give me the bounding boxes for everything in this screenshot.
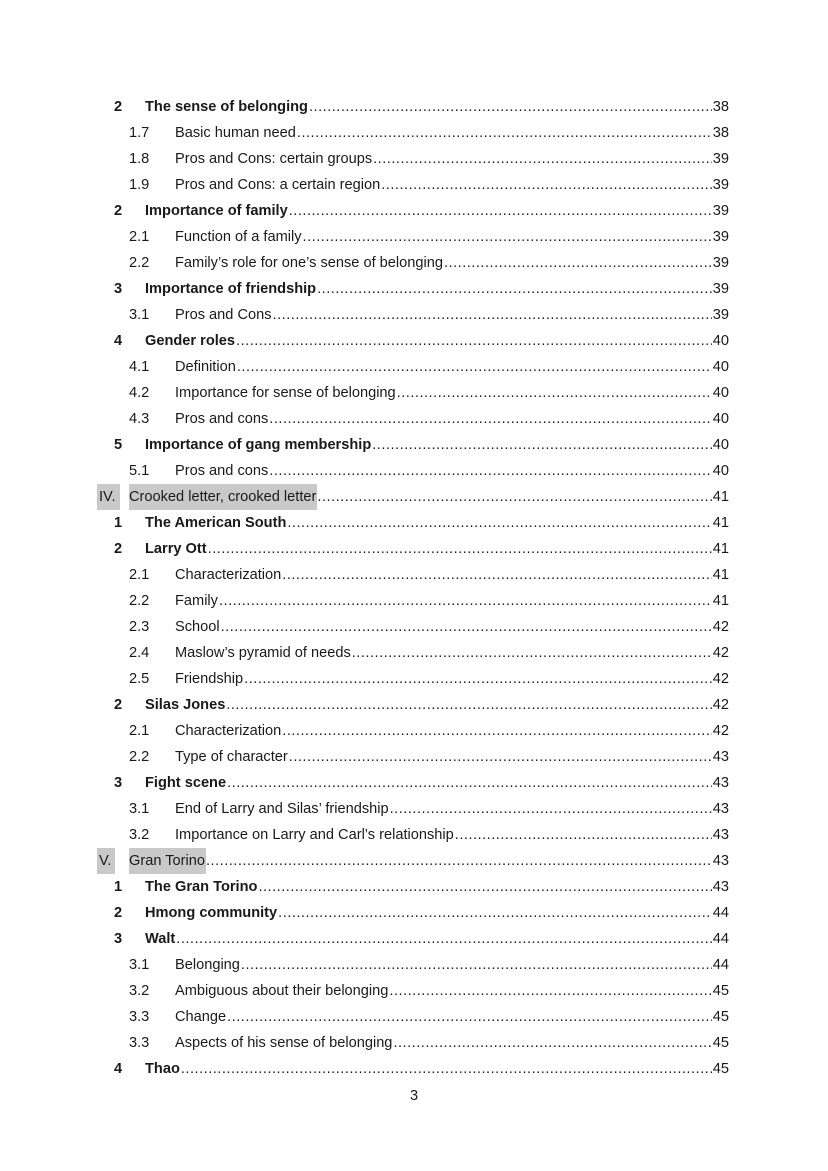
toc-entry[interactable] xyxy=(0,926,828,952)
toc-entry-page: 44 xyxy=(712,931,729,947)
toc-entry-leader xyxy=(145,692,729,718)
toc-entry-leader xyxy=(175,406,729,432)
toc-entry-title: End of Larry and Silas’ friendship xyxy=(175,801,389,817)
toc-entry[interactable] xyxy=(0,796,828,822)
toc-entry-title: Family’s role for one’s sense of belonging xyxy=(175,255,443,271)
toc-entry-number: 2.2 xyxy=(129,255,150,271)
toc-entry-leader xyxy=(145,94,729,120)
toc-entry[interactable] xyxy=(0,250,828,276)
toc-entry[interactable] xyxy=(0,718,828,744)
toc-entry-number: 2 xyxy=(114,541,123,557)
toc-entry-page: 39 xyxy=(712,203,729,219)
toc-entry[interactable] xyxy=(0,1056,828,1082)
toc-entry[interactable] xyxy=(0,666,828,692)
toc-entry[interactable] xyxy=(0,484,828,510)
toc-entry-leader xyxy=(145,276,729,302)
toc-entry-title: Importance on Larry and Carl’s relationship xyxy=(175,827,454,843)
toc-entry-title: Pros and Cons: a certain region xyxy=(175,177,381,193)
toc-entry-title: Importance of gang membership xyxy=(145,437,372,453)
toc-entry-title: Characterization xyxy=(175,723,282,739)
toc-entry-page: 44 xyxy=(712,957,729,973)
toc-entry-number: 4 xyxy=(114,333,123,349)
toc-entry-leader xyxy=(175,250,729,276)
toc-entry-number: 2.1 xyxy=(129,229,150,245)
toc-entry[interactable] xyxy=(0,614,828,640)
toc-entry[interactable] xyxy=(0,354,828,380)
toc-entry-leader xyxy=(175,562,729,588)
toc-dot-leader xyxy=(258,874,711,900)
toc-entry-number: 4 xyxy=(114,1061,123,1077)
toc-entry-page: 40 xyxy=(712,385,729,401)
toc-dot-leader xyxy=(397,380,712,406)
toc-entry-leader xyxy=(175,302,729,328)
toc-entry-leader xyxy=(175,120,729,146)
toc-entry-number: 2.3 xyxy=(129,619,150,635)
toc-entry-leader xyxy=(175,1004,729,1030)
toc-entry-number: 3.1 xyxy=(129,957,150,973)
toc-entry-title: Larry Ott xyxy=(145,541,207,557)
toc-entry[interactable] xyxy=(0,406,828,432)
toc-entry[interactable] xyxy=(0,536,828,562)
toc-entry-title: Friendship xyxy=(175,671,244,687)
toc-entry-number: 1.7 xyxy=(129,125,150,141)
toc-entry[interactable] xyxy=(0,380,828,406)
toc-entry-number: 5 xyxy=(114,437,123,453)
toc-entry-page: 42 xyxy=(712,723,729,739)
toc-entry-number: V. xyxy=(97,848,115,874)
toc-entry[interactable] xyxy=(0,1030,828,1056)
toc-entry-leader xyxy=(129,484,729,510)
toc-dot-leader xyxy=(236,328,712,354)
toc-entry-number: 1 xyxy=(114,879,123,895)
toc-entry-title: Crooked letter, crooked letter xyxy=(129,484,317,510)
toc-entry-leader xyxy=(145,926,729,952)
toc-dot-leader xyxy=(226,692,711,718)
toc-entry-title: Thao xyxy=(145,1061,180,1077)
toc-dot-leader xyxy=(219,588,712,614)
toc-entry-page: 41 xyxy=(712,515,729,531)
toc-entry-leader xyxy=(145,510,729,536)
toc-entry[interactable] xyxy=(0,952,828,978)
toc-entry-title: Pros and cons xyxy=(175,463,269,479)
toc-entry[interactable] xyxy=(0,146,828,172)
toc-entry-page: 38 xyxy=(712,125,729,141)
toc-entry-page: 40 xyxy=(712,333,729,349)
toc-entry[interactable] xyxy=(0,874,828,900)
toc-dot-leader xyxy=(269,406,711,432)
toc-entry[interactable] xyxy=(0,328,828,354)
toc-entry-page: 42 xyxy=(712,697,729,713)
toc-dot-leader xyxy=(273,302,712,328)
toc-entry[interactable] xyxy=(0,458,828,484)
toc-entry[interactable] xyxy=(0,848,828,874)
toc-entry-number: 3 xyxy=(114,775,123,791)
toc-dot-leader xyxy=(282,718,712,744)
toc-entry[interactable] xyxy=(0,276,828,302)
toc-entry-leader xyxy=(145,198,729,224)
toc-entry-leader xyxy=(129,848,729,874)
toc-dot-leader xyxy=(455,822,712,848)
toc-entry[interactable] xyxy=(0,224,828,250)
toc-entry-page: 44 xyxy=(712,905,729,921)
toc-dot-leader xyxy=(208,536,712,562)
toc-entry-leader xyxy=(175,614,729,640)
toc-entry-page: 40 xyxy=(712,437,729,453)
toc-entry-number: 5.1 xyxy=(129,463,150,479)
toc-entry-leader xyxy=(175,458,729,484)
toc-entry-page: 41 xyxy=(712,541,729,557)
toc-dot-leader xyxy=(317,276,712,302)
toc-dot-leader xyxy=(303,224,712,250)
toc-entry-leader xyxy=(145,874,729,900)
toc-entry-number: 2.2 xyxy=(129,749,150,765)
toc-entry-page: 41 xyxy=(712,489,729,505)
toc-entry-page: 39 xyxy=(712,151,729,167)
toc-entry-leader xyxy=(145,770,729,796)
toc-entry-leader xyxy=(175,822,729,848)
toc-dot-leader xyxy=(309,94,712,120)
toc-entry-leader xyxy=(145,328,729,354)
toc-entry-number: 1.9 xyxy=(129,177,150,193)
toc-entry-number: 2.2 xyxy=(129,593,150,609)
toc-entry-title: Walt xyxy=(145,931,176,947)
toc-dot-leader xyxy=(297,120,712,146)
toc-entry-page: 43 xyxy=(712,749,729,765)
toc-entry-page: 42 xyxy=(712,671,729,687)
toc-entry-title: Fight scene xyxy=(145,775,227,791)
toc-entry-title: Aspects of his sense of belonging xyxy=(175,1035,393,1051)
toc-entry-page: 45 xyxy=(712,1035,729,1051)
toc-entry-number: 3 xyxy=(114,281,123,297)
toc-entry-leader xyxy=(175,380,729,406)
toc-entry-number: IV. xyxy=(97,484,120,510)
toc-entry-number: 1.8 xyxy=(129,151,150,167)
toc-entry-page: 39 xyxy=(712,177,729,193)
toc-entry-page: 45 xyxy=(712,1061,729,1077)
toc-entry-page: 42 xyxy=(712,645,729,661)
toc-entry-title: Basic human need xyxy=(175,125,296,141)
toc-dot-leader xyxy=(287,510,711,536)
toc-entry-leader xyxy=(175,796,729,822)
toc-dot-leader xyxy=(352,640,712,666)
toc-entry-title: Gran Torino xyxy=(129,848,206,874)
toc-entry[interactable] xyxy=(0,562,828,588)
toc-entry-page: 43 xyxy=(712,853,729,869)
toc-entry-page: 39 xyxy=(712,307,729,323)
toc-entry-title: Family xyxy=(175,593,218,609)
toc-entry-leader xyxy=(175,1030,729,1056)
toc-entry-leader xyxy=(175,744,729,770)
toc-dot-leader xyxy=(227,1004,712,1030)
toc-entry[interactable] xyxy=(0,94,828,120)
toc-entry-title: Type of character xyxy=(175,749,288,765)
toc-entry[interactable] xyxy=(0,1004,828,1030)
toc-entry[interactable] xyxy=(0,172,828,198)
toc-dot-leader xyxy=(390,796,712,822)
toc-entry-title: Importance for sense of belonging xyxy=(175,385,396,401)
toc-entry-title: Change xyxy=(175,1009,227,1025)
toc-dot-leader xyxy=(227,770,712,796)
toc-entry[interactable] xyxy=(0,588,828,614)
toc-entry-number: 2 xyxy=(114,905,123,921)
toc-dot-leader xyxy=(244,666,712,692)
toc-entry-number: 4.3 xyxy=(129,411,150,427)
toc-entry-number: 3.1 xyxy=(129,307,150,323)
toc-dot-leader xyxy=(282,562,712,588)
toc-dot-leader xyxy=(317,484,711,510)
toc-entry-leader xyxy=(175,588,729,614)
toc-entry-leader xyxy=(175,666,729,692)
toc-entry[interactable] xyxy=(0,900,828,926)
toc-entry-leader xyxy=(175,640,729,666)
toc-entry-title: Pros and cons xyxy=(175,411,269,427)
toc-dot-leader xyxy=(206,848,712,874)
toc-entry-leader xyxy=(175,224,729,250)
toc-entry-number: 2 xyxy=(114,697,123,713)
toc-entry[interactable] xyxy=(0,302,828,328)
toc-entry-title: Pros and Cons: certain groups xyxy=(175,151,373,167)
toc-entry-title: Characterization xyxy=(175,567,282,583)
toc-entry[interactable] xyxy=(0,692,828,718)
toc-entry-title: Belonging xyxy=(175,957,240,973)
toc-entry-number: 3.3 xyxy=(129,1035,150,1051)
toc-entry-page: 39 xyxy=(712,229,729,245)
toc-entry-number: 2.4 xyxy=(129,645,150,661)
toc-entry-number: 1 xyxy=(114,515,123,531)
toc-entry-title: The American South xyxy=(145,515,287,531)
page-number: 3 xyxy=(409,1088,419,1104)
toc-entry-number: 3.2 xyxy=(129,983,150,999)
toc-dot-leader xyxy=(221,614,712,640)
toc-entry-leader xyxy=(175,172,729,198)
toc-entry-leader xyxy=(145,432,729,458)
toc-entry-number: 3.2 xyxy=(129,827,150,843)
toc-entry[interactable] xyxy=(0,822,828,848)
toc-entry-title: Hmong community xyxy=(145,905,278,921)
toc-entry[interactable] xyxy=(0,978,828,1004)
toc-entry-leader xyxy=(175,952,729,978)
toc-entry-page: 39 xyxy=(712,255,729,271)
toc-entry[interactable] xyxy=(0,432,828,458)
toc-entry-title: The Gran Torino xyxy=(145,879,258,895)
toc-entry-leader xyxy=(145,1056,729,1082)
toc-entry-leader xyxy=(175,354,729,380)
toc-dot-leader xyxy=(444,250,712,276)
toc-entry-leader xyxy=(175,718,729,744)
toc-entry-number: 3.3 xyxy=(129,1009,150,1025)
toc-entry-page: 40 xyxy=(712,411,729,427)
toc-entry-leader xyxy=(175,146,729,172)
toc-entry-title: Gender roles xyxy=(145,333,236,349)
toc-entry-number: 2.1 xyxy=(129,567,150,583)
toc-entry-number: 4.2 xyxy=(129,385,150,401)
toc-entry-title: Pros and Cons xyxy=(175,307,272,323)
toc-entry-leader xyxy=(145,536,729,562)
toc-entry-number: 2.1 xyxy=(129,723,150,739)
toc-entry[interactable] xyxy=(0,510,828,536)
toc-dot-leader xyxy=(393,1030,711,1056)
toc-entry-number: 2 xyxy=(114,99,123,115)
toc-entry-page: 43 xyxy=(712,827,729,843)
toc-entry-title: Maslow’s pyramid of needs xyxy=(175,645,351,661)
toc-entry-leader xyxy=(145,900,729,926)
toc-entry-title: Importance of family xyxy=(145,203,288,219)
toc-entry-title: Ambiguous about their belonging xyxy=(175,983,389,999)
toc-dot-leader xyxy=(289,744,712,770)
table-of-contents xyxy=(0,94,828,1082)
toc-entry-title: Function of a family xyxy=(175,229,302,245)
toc-entry-title: Definition xyxy=(175,359,236,375)
toc-entry[interactable] xyxy=(0,640,828,666)
toc-entry-page: 38 xyxy=(712,99,729,115)
toc-entry[interactable] xyxy=(0,770,828,796)
toc-entry-page: 43 xyxy=(712,879,729,895)
toc-entry-page: 39 xyxy=(712,281,729,297)
toc-dot-leader xyxy=(241,952,712,978)
toc-dot-leader xyxy=(181,1056,712,1082)
toc-dot-leader xyxy=(372,432,712,458)
toc-entry-page: 41 xyxy=(712,567,729,583)
toc-dot-leader xyxy=(176,926,712,952)
toc-dot-leader xyxy=(389,978,711,1004)
toc-dot-leader xyxy=(237,354,712,380)
toc-entry-page: 42 xyxy=(712,619,729,635)
toc-entry-number: 2.5 xyxy=(129,671,150,687)
toc-entry-page: 41 xyxy=(712,593,729,609)
toc-entry-number: 3.1 xyxy=(129,801,150,817)
toc-dot-leader xyxy=(278,900,712,926)
toc-entry-page: 40 xyxy=(712,463,729,479)
toc-dot-leader xyxy=(373,146,712,172)
toc-dot-leader xyxy=(289,198,712,224)
toc-entry-title: Importance of friendship xyxy=(145,281,317,297)
toc-entry-number: 2 xyxy=(114,203,123,219)
toc-entry[interactable] xyxy=(0,744,828,770)
toc-entry-title: The sense of belonging xyxy=(145,99,308,115)
toc-entry[interactable] xyxy=(0,120,828,146)
toc-entry-title: Silas Jones xyxy=(145,697,226,713)
toc-entry-page: 45 xyxy=(712,1009,729,1025)
toc-entry-page: 43 xyxy=(712,775,729,791)
toc-entry-title: School xyxy=(175,619,220,635)
toc-entry-page: 45 xyxy=(712,983,729,999)
toc-entry-leader xyxy=(175,978,729,1004)
toc-dot-leader xyxy=(269,458,711,484)
toc-entry-page: 40 xyxy=(712,359,729,375)
toc-entry[interactable] xyxy=(0,198,828,224)
toc-dot-leader xyxy=(381,172,712,198)
toc-entry-number: 4.1 xyxy=(129,359,150,375)
toc-entry-number: 3 xyxy=(114,931,123,947)
toc-entry-page: 43 xyxy=(712,801,729,817)
